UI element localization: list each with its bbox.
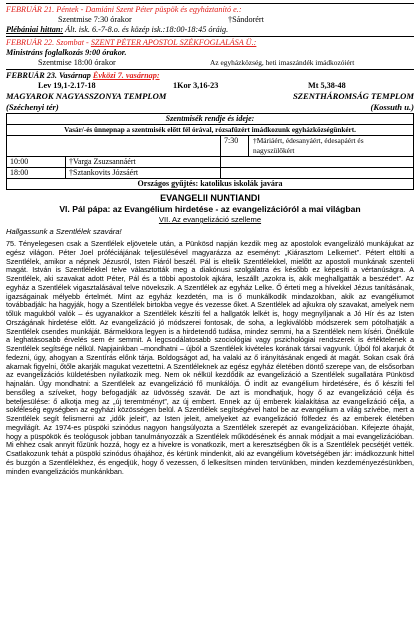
mass-intent: †Sztankovits Józsáért xyxy=(66,168,221,179)
mass-time: 10:00 xyxy=(7,157,66,168)
friday-date: FEBRUÁR 21. Péntek - Damiáni Szent Péter püspök és egyháztanító e.: xyxy=(6,5,242,14)
divider xyxy=(6,3,414,4)
collection-note: Országos gyűjtés: katolikus iskolák javára xyxy=(7,179,414,190)
catechism-label: Plébániai hittan: xyxy=(6,25,64,34)
mass-time: 18:00 xyxy=(7,168,66,179)
reading-3: Mt 5,38-48 xyxy=(308,81,346,90)
mass-order-title: Szentmisék rendje és ideje: xyxy=(7,114,414,125)
streets-row xyxy=(6,102,414,113)
sunday-date-heading xyxy=(6,71,414,81)
church-left: MAGYAROK NAGYASSZONYA TEMPLOM xyxy=(6,91,167,101)
sunday-feast: Évközi 7. vasárnap: xyxy=(92,71,160,80)
sunday-date: FEBRUÁR 23. Vasárnap xyxy=(6,71,93,80)
saturday-date: FEBRUÁR 22. Szombat - xyxy=(6,38,91,47)
table-row xyxy=(7,168,414,179)
table-row xyxy=(7,136,414,157)
section-title: Hallgassunk a Szentlélek szavára! xyxy=(6,227,122,236)
right-intent-line-1: †Máriáért, édesanyáért, édesapáért és xyxy=(253,136,364,145)
ministrant-meeting: Ministráns foglalkozás 9:00 órakor. xyxy=(6,48,127,57)
parish-catechism xyxy=(6,25,414,35)
catechism-text: Ált. isk. 6.-7-8.o. és közép isk.:18:00-18:45 óráig. xyxy=(63,25,229,34)
right-intent-line-2: nagyszülőkért xyxy=(253,146,295,155)
divider xyxy=(6,69,414,70)
document-subtitle: VI. Pál pápa: az Evangélium hirdetése - az evangelizációról a mai világban xyxy=(59,204,361,214)
divider xyxy=(6,36,414,37)
saturday-feast: SZENT PÉTER APOSTOL SZÉKFOGLALÁSA Ü.: xyxy=(90,38,257,47)
reading-2: 1Kor 3,16-23 xyxy=(173,81,219,90)
saturday-mass-row xyxy=(6,58,414,68)
saturday-mass-note: Az egyházközség, heti imaszándék imádkozóiért xyxy=(210,58,355,67)
friday-mass: Szentmise 7:30 órakor xyxy=(58,15,132,24)
mass-intent: †Varga Zsuzsannáért xyxy=(66,157,221,168)
church-right: SZENTHÁROMSÁG TEMPLOM xyxy=(292,91,414,101)
sunday-readings xyxy=(6,81,414,91)
churches-row xyxy=(6,91,414,102)
document-body: 75. Tényelegesen csak a Szentlélek eljövetele után, a Pünkösd napján kezdik meg az apostolok evangelizáló munkájukat az egész világon. Péter Joel próféciájának teljesülésével magyarázza az eseményt: „Kiárasztom Lelkemet”. Pétert eltölti a Szentlélek, amikor a népnek Jézusról, Isten Fiáról beszél. Pál is eltelik Szentlélekkel, mielőtt az apostoli munkának szenteli magát. István is Szentlélekkel telve választották meg a diakónusi szolgálatra és később ez képesíti a vértanúságra. A Szentlélek, aki szavakat adott Péter, Pál és a többi apostolok ajkára, leszállt „azokra is, akik meghallgatták a beszédet”. Az egyház a Szentlélek vigasztalásával telve növekszik. A Szentlélek az egyház Lelke. Ő érteti meg a hívekkel Jézus tanításának, igazságainak mélyebb értelmét. Mint az egyház kezdetén, ma is ő munkálkodik mindazokban, akik az evangéliumot továbbadják: ha hagyják, hogy a Szentlélek birtokba vegye és vezesse őket. A Szentlélek ad ajkukra oly szavakat, amelyek nem tőlük magukból valók – és ugyanakkor a Szentlélek készíti fel a hallgatók lelkét is, hogy megnyíljanak a Jó Hír és az Isten Országának hirdetése előtt. Az evangelizáció jó módszerei fontosak, de soha, a legkiválóbb módszerek sem pótolhatják a Szentlélek csendes munkáját. Bármekkora legyen is a hirdetendő tudása, mindez semmi, ha a Szentlélek nem kíséri. Önélküle a leghatásosabb érvelés sem ér semmit. A legcsodálatosabb szociológiai vagy pszichológiai rendszerek is értéktelenek a Szentlélek segítsége nélkül. Napjainkban –mondhatni – újból a Szentlélek kivételes korának társai vagyunk. Újból föl akarjuk őt fedezni, úgy, ahogyan a Szentírás előnk tárja. Boldogságot ad, ha valaki az ő irányításának engedi át magát. Sokan csak őrá akarnak figyelni, őtőle akarják magukat vezettetni. A Szentléleknek az egész egyház életében döntő szerepe van, de elsősorban az evangelizációs küldetésben nyilatkozik meg. Nem ok nélkül kezdődik az evangelizáció a Szentlélek sugallatára Pünkösd hajnalán. Úgy mondhatni: a Szentlélek az evangelizáció fő munkálója. Ő indít az evangélium hirdetésére, és ő készíti fel bensőleg a szíveket, hogy befogadják az üdvösség szavát. De azt is mondhatjuk, hogy ő az evangelizáció célja és beteljesülése: ő alkotja meg az „új teremtményt”, az új embert. Ennek az új emberek kialakítása az evangelizáció célja, a sokféleség egységben az egyházi közösségen belül. A Szentlélek segítségével hatol be az evangélium a világ szívébe, mert a Szentlélek segít felismerni az „idők jeleit”, az Isten jeleit, amelyeket az evangelizáció fölfedez és az emberek életében megvilágít. Az 1974-es püspöki szinódus nagyon hangsúlyozta a Szentlélek szerepét az evangelizációban. Kifejezte óhaját, hogy a püspökök és teológusok jobban tanulmányozzák a Szentlélek működésének és annak módjait a mai evangelizációban. Mi ehhez csak annyit fűzünk hozzá, hogy ez a hivekre is vonatkozik, mert a keresztségben ők is a Szentlélek pecsétjét vették. Csatlakozunk tehát a püspöki szinódus óhajához, és kérünk mindenkit, aki az evangélium követségében jár: imádkozzunk hittel és buzgón a Szentlélekhez, és engedjük, hogy ő vezessen, ő lelkesítsen minden tervünkben, minden kezdeményezésünkben, minden evangelizációs munkánkban. xyxy=(6,239,414,476)
chapter-title: VII. Az evangelizáció szelleme xyxy=(158,215,262,224)
right-mass-intent xyxy=(249,136,364,156)
friday-mass-row xyxy=(6,15,414,25)
right-mass-time: 7:30 xyxy=(221,136,249,156)
street-right: (Kossuth u.) xyxy=(370,102,414,112)
bulletin-page xyxy=(6,2,414,476)
mass-schedule-table xyxy=(6,113,414,190)
reading-1: Lev 19,1-2.17-18 xyxy=(38,81,96,90)
friday-date-heading xyxy=(6,5,414,15)
table-row xyxy=(7,157,414,168)
saturday-date-heading xyxy=(6,38,414,48)
friday-mass-intent: †Sándorért xyxy=(228,15,264,24)
street-left: (Széchenyi tér) xyxy=(6,102,59,112)
document-title: EVANGELII NUNTIANDI xyxy=(160,193,260,203)
mass-order-note: Vasár/-és ünnepnap a szentmisék előtt fél órával, rózsafüzért imádkozunk egyházközségünkért. xyxy=(7,125,414,136)
saturday-mass: Szentmise 18:00 órakor xyxy=(38,58,116,67)
